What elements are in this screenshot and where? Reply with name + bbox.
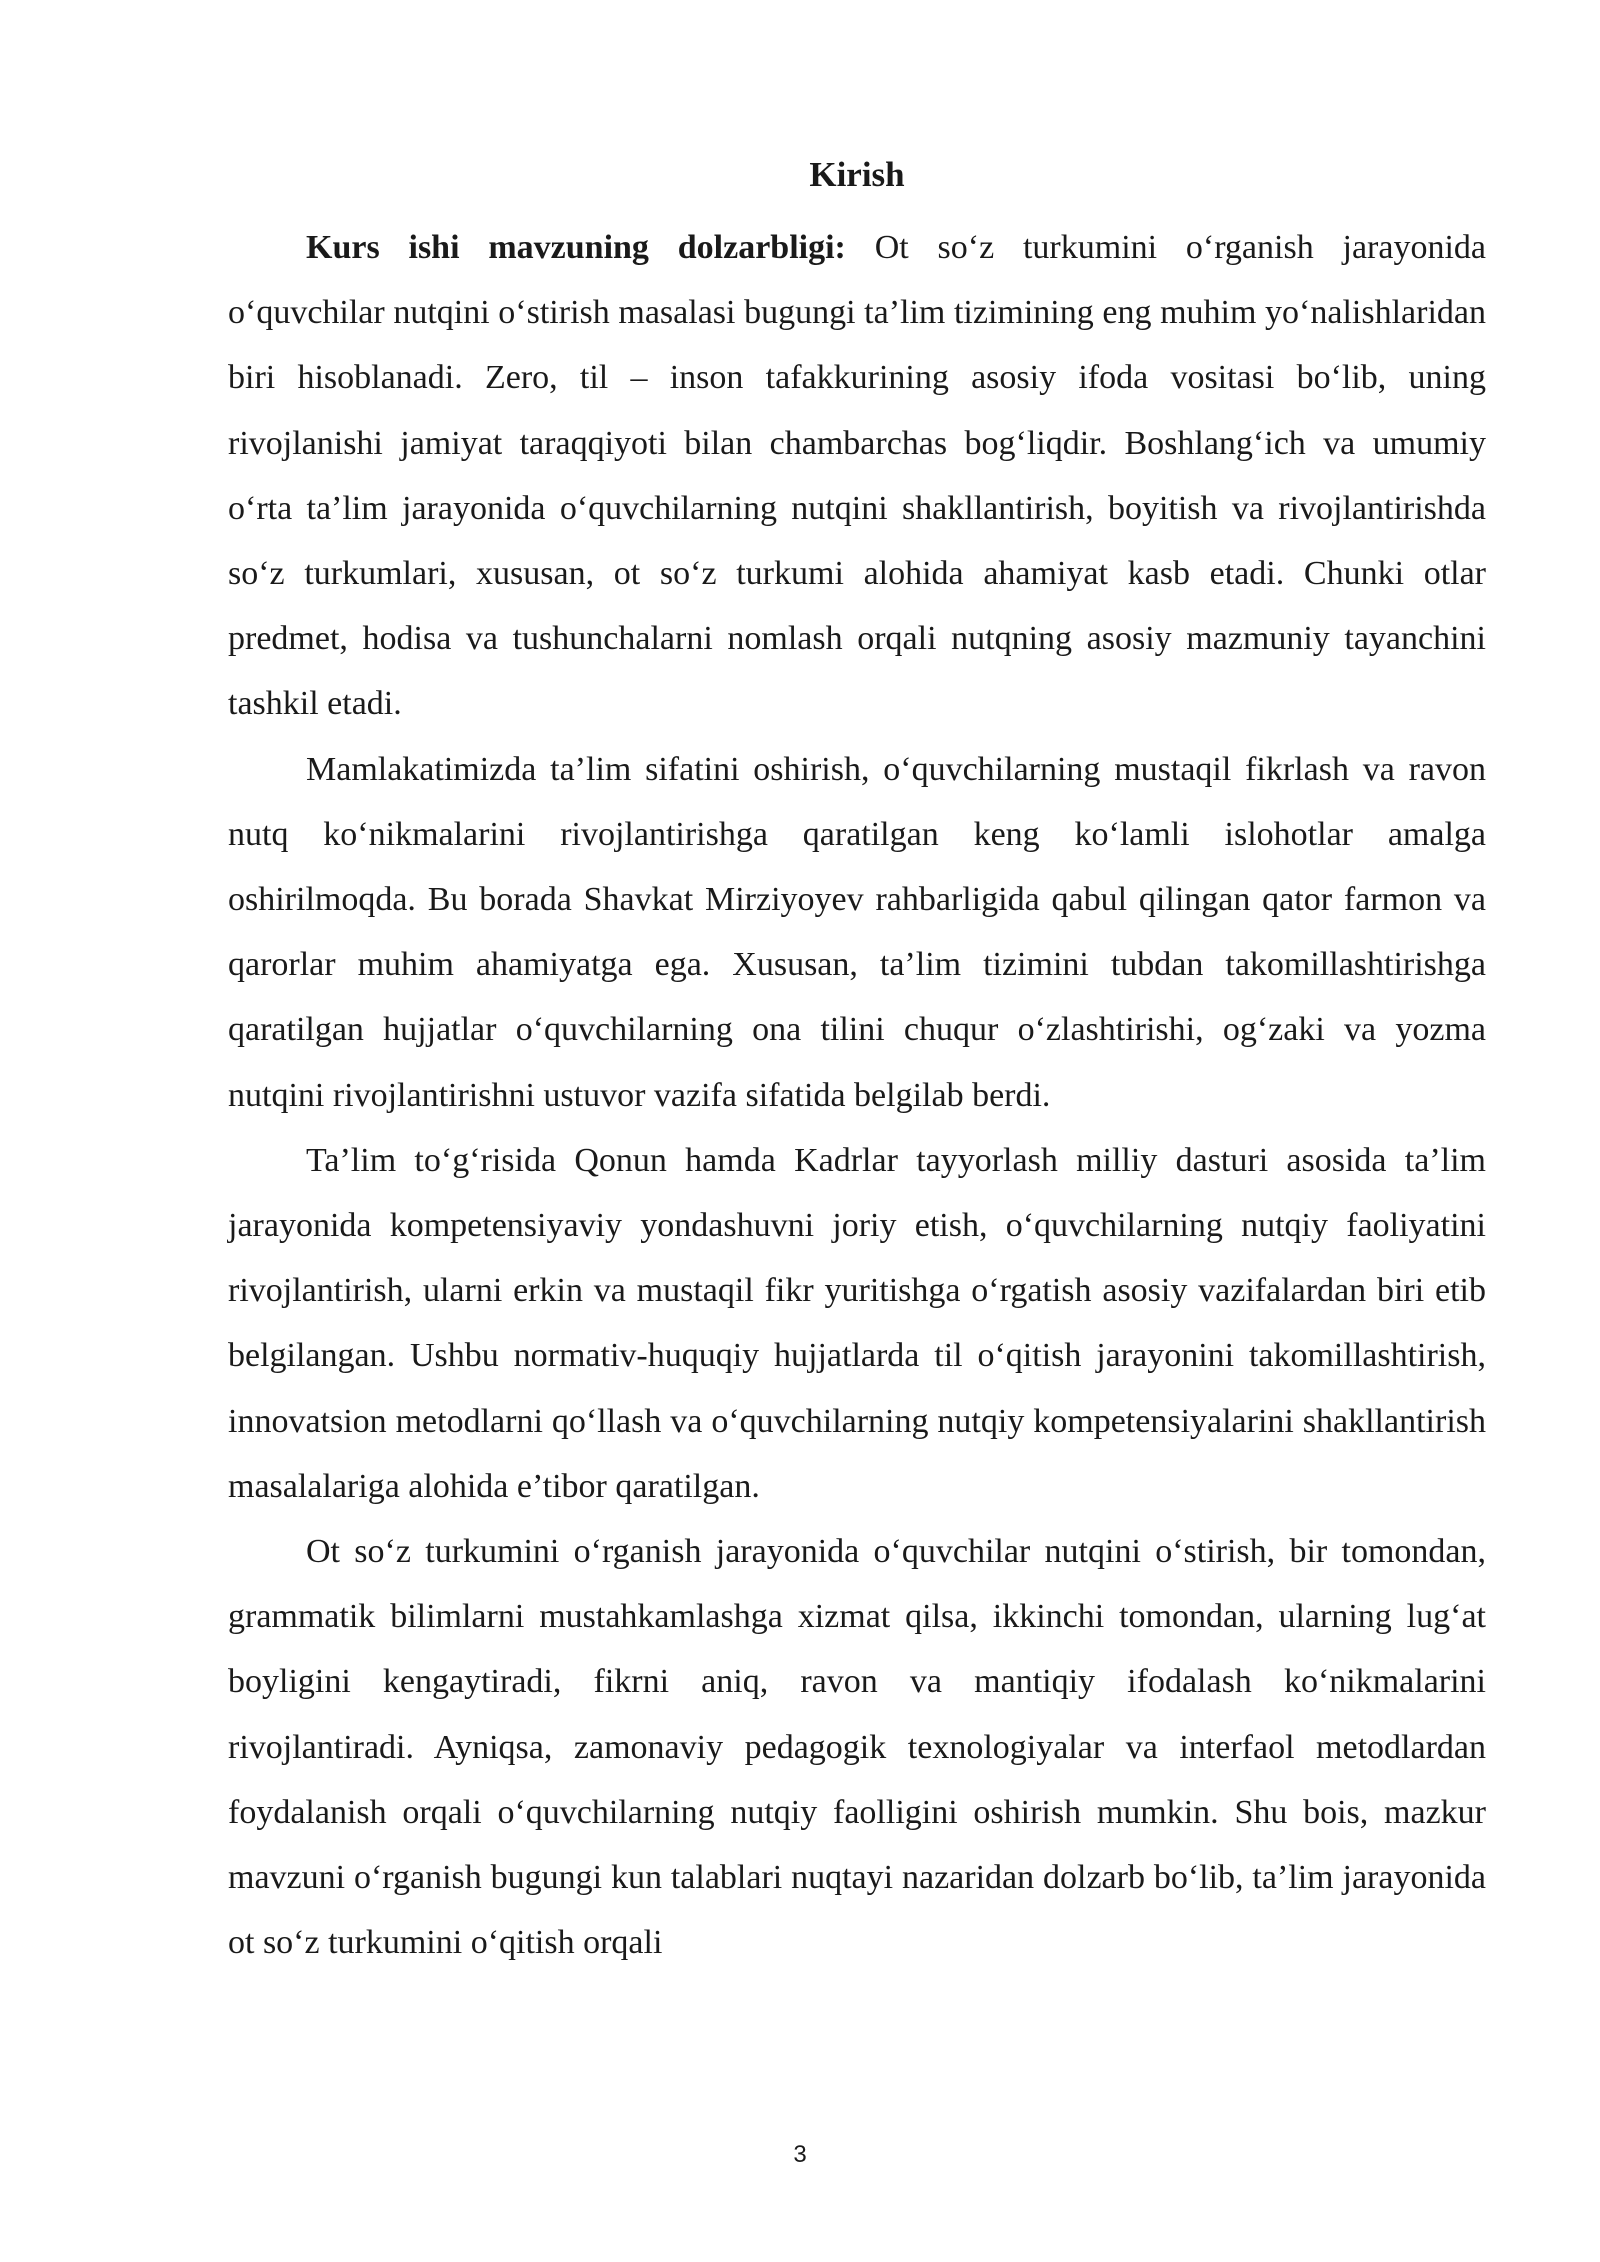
page-number: 3 <box>793 2141 807 2168</box>
document-page <box>228 150 1486 1975</box>
paragraph-text: Ot so‘z turkumini o‘rganish jarayonida o‘quvchilar nutqini o‘stirish masalasi bugungi ta’lim tizimining eng muhim yo‘nalishlaridan biri hisoblanadi. Zero, til – inson tafakkurining asosiy ifoda vositasi bo‘lib, uning rivojlanishi jamiyat taraqqiyoti bilan chambarchas bog‘liqdir. Boshlang‘ich va umumiy o‘rta ta’lim jarayonida o‘quvchilarning nutqini shakllantirish, boyitish va rivojlantirishda so‘z turkumlari, xususan, ot so‘z turkumi alohida ahamiyat kasb etadi. Chunki otlar predmet, hodisa va tushunchalarni nomlash orqali nutqning asosiy mazmuniy tayanchini tashkil etadi. <box>228 229 1487 723</box>
paragraph-relevance <box>228 215 1486 737</box>
section-title: Kirish <box>809 155 905 194</box>
paragraph-reforms: Mamlakatimizda ta’lim sifatini oshirish, o‘quvchilarning mustaqil fikrlash va ravon nutq ko‘nikmalarini rivojlantirishga qaratilgan keng ko‘lamli islohotlar amalga oshirilmoqda. Bu borada Shavkat Mirziyoyev rahbarligida qabul qilingan qator farmon va qarorlar muhim ahamiyatga ega. Xususan, ta’lim tizimini tubdan takomillashtirishga qaratilgan hujjatlar o‘quvchilarning ona tilini chuqur o‘zlashtirishi, og‘zaki va yozma nutqini rivojlantirishni ustuvor vazifa sifatida belgilab berdi. <box>228 750 1486 1114</box>
paragraph-law: Ta’lim to‘g‘risida Qonun hamda Kadrlar tayyorlash milliy dasturi asosida ta’lim jarayonida kompetensiyaviy yondashuvni joriy etish, o‘quvchilarning nutqiy faoliyatini rivojlantirish, ularni erkin va mustaqil fikr yuritishga o‘rgatish asosiy vazifalardan biri etib belgilangan. Ushbu normativ-huquqiy hujjatlarda til o‘qitish jarayonini takomillashtirish, innovatsion metodlarni qo‘llash va o‘quvchilarning nutqiy kompetensiyalarini shakllantirish masalalariga alohida e’tibor qaratilgan. <box>228 1141 1486 1505</box>
paragraph-lead: Kurs ishi mavzuning dolzarbligi: <box>306 229 846 266</box>
paragraph-noun-study: Ot so‘z turkumini o‘rganish jarayonida o‘quvchilar nutqini o‘stirish, bir tomondan, grammatik bilimlarni mustahkamlashga xizmat qilsa, ikkinchi tomondan, ularning lug‘at boyligini kengaytiradi, fikrni aniq, ravon va mantiqiy ifodalash ko‘nikmalarini rivojlantiradi. Ayniqsa, zamonaviy pedagogik texnologiyalar va interfaol metodlardan foydalanish orqali o‘quvchilarning nutqiy faolligini oshirish mumkin. Shu bois, mazkur mavzuni o‘rganish bugungi kun talablari nuqtayi nazaridan dolzarb bo‘lib, ta’lim jarayonida ot so‘z turkumini o‘qitish orqali <box>228 1533 1486 1962</box>
